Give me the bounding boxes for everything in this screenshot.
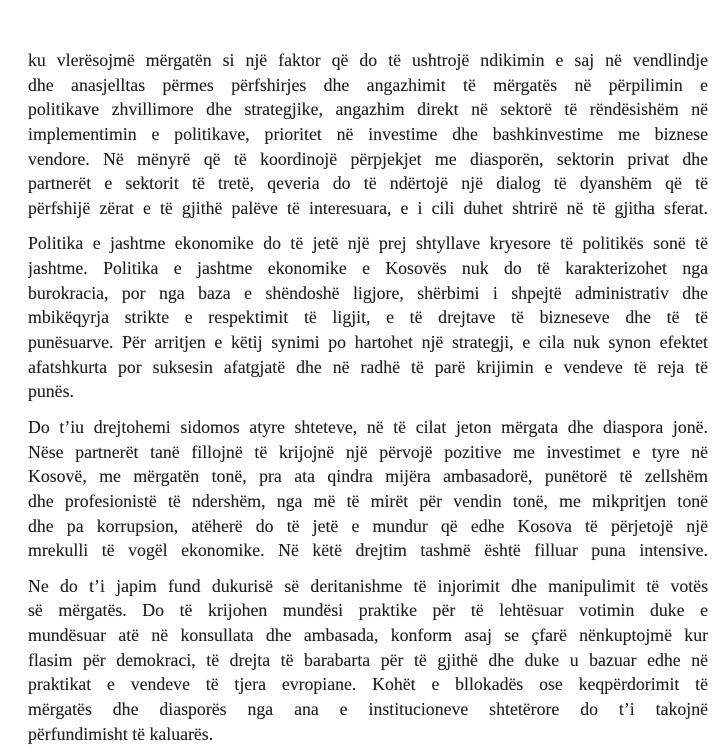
text-line: mrekulli të vogël ekonomike. Në këtë drejtim tashmë është filluar puna intensive.	[28, 540, 708, 561]
text-line: Kosovë, me mërgatën tonë, pra ata qindra mijëra ambasadorë, punëtorë të zellshëm	[28, 466, 708, 487]
text-line: përfundimisht të kaluarës.	[28, 723, 214, 744]
text-line: jashtme. Politika e jashtme ekonomike e Kosovës nuk do të karakterizohet nga	[28, 258, 708, 279]
text-line: burokracia, por nga baza e shëndoshë ligjore, shërbimi i shpejtë administrativ dhe	[28, 282, 708, 303]
text-line: mbikëqyrja strikte e respektimit të ligjit, e të drejtave të bizneseve dhe të të	[28, 307, 708, 328]
text-line: praktikat e vendeve të tjera evropiane. Kohët e bllokadës ose keqpërdorimit të	[28, 674, 708, 695]
text-line: vendore. Në mënyrë që të koordinojë përpjekjet me diasporën, sektorin privat dhe	[28, 148, 708, 169]
text-line: dhe anasjelltas përmes përfshirjes dhe angazhimit të mërgatës në përpilimin e	[28, 74, 708, 95]
text-line: Politika e jashtme ekonomike do të jetë një prej shtyllave kryesore të politikës sonë të	[28, 233, 708, 254]
paragraph	[28, 48, 708, 220]
text-line: mundësuar atë në konsullata dhe ambasada, konform asaj se çfarë nënkuptojmë kur	[28, 625, 708, 646]
text-line: politikave zhvillimore dhe strategjike, angazhim direkt në sektorë të rëndësishëm në	[28, 99, 708, 120]
text-line: së mërgatës. Do të krijohen mundësi praktike për të lehtësuar votimin duke e	[28, 600, 708, 621]
text-line: punësuarve. Për arritjen e këtij synimi po hartohet një strategji, e cila nuk synon efektet	[28, 332, 708, 353]
text-line: Do t’iu drejtohemi sidomos atyre shteteve, në të cilat jeton mërgata dhe diaspora jonë.	[28, 416, 708, 437]
text-line: flasim për demokraci, të drejta të barabarta për të gjithë dhe duke u bazuar edhe në	[28, 649, 708, 670]
text-line: afatshkurta por suksesin afatgjatë dhe në radhë të parë krijimin e vendeve të reja të	[28, 356, 708, 377]
paragraph	[28, 574, 708, 746]
text-line: punës.	[28, 381, 74, 402]
text-line: dhe profesionistë të ndershëm, nga më të mirët për vendin tonë, me mikpritjen tonë	[28, 490, 708, 511]
text-line: Nëse partnerët tanë fillojnë të krijojnë një përvojë pozitive me investimet e tyre në	[28, 441, 708, 462]
text-line: përfshijë zërat e të gjithë palëve të interesuara, e i cili duhet shtrirë në të gjitha sferat.	[28, 197, 708, 218]
text-line: implementimin e politikave, prioritet në investime dhe bashkinvestime me biznese	[28, 123, 708, 144]
text-line: ku vlerësojmë mërgatën si një faktor që do të ushtrojë ndikimin e saj në vendlindje	[28, 50, 708, 70]
text-line: mërgatës dhe diasporës nga ana e institucioneve shtetërore do t’i takojnë	[28, 699, 708, 720]
paragraph	[28, 231, 708, 403]
text-line: Ne do t’i japim fund dukurisë së deritanishme të injorimit dhe manipulimit të votës	[28, 575, 708, 596]
paragraph	[28, 415, 708, 563]
text-line: partnerët e sektorit të tretë, qeveria do të ndërtojë një dialog të dyanshëm që të	[28, 173, 708, 194]
text-line: dhe pa korrupsion, atëherë do të jetë e mundur që edhe Kosova të përjetojë një	[28, 515, 708, 536]
